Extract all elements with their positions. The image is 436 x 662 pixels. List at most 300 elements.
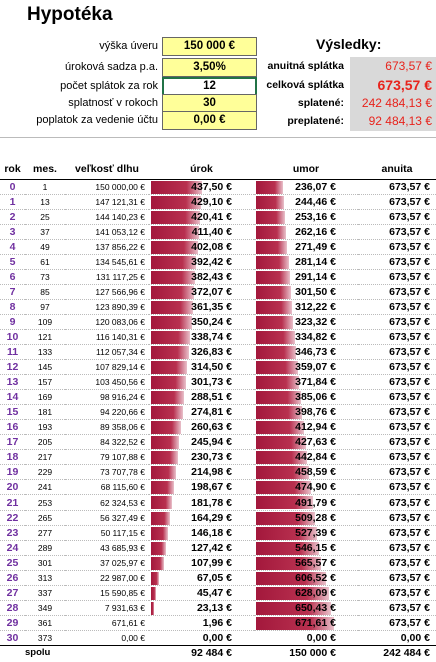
cell-interest[interactable]: [149, 345, 254, 360]
cell-interest[interactable]: [149, 495, 254, 510]
cell-annuity[interactable]: 673,57 €: [358, 269, 436, 284]
cell-month[interactable]: 313: [25, 570, 65, 585]
result-label-total-payment: celková splátka: [266, 79, 344, 91]
cell-interest[interactable]: [149, 390, 254, 405]
input-label-interest-rate: úroková sadza p.a.: [65, 61, 158, 73]
cell-annuity[interactable]: 673,57 €: [358, 450, 436, 465]
cell-annuity[interactable]: 673,57 €: [358, 465, 436, 480]
cell-principal[interactable]: [254, 405, 358, 420]
amortization-table: [0, 147, 436, 661]
principal-value: 527,39 €: [295, 526, 336, 539]
table-row: [0, 420, 436, 435]
cell-month[interactable]: 13: [25, 194, 65, 209]
interest-value: 181,78 €: [191, 496, 232, 509]
cell-interest[interactable]: [149, 585, 254, 600]
cell-debt[interactable]: 94 220,66 €: [65, 405, 149, 420]
table-row: [0, 239, 436, 254]
principal-value: 606,52 €: [295, 571, 336, 584]
cell-interest[interactable]: [149, 194, 254, 209]
table-row: [0, 480, 436, 495]
cell-month[interactable]: 337: [25, 585, 65, 600]
principal-value: 312,22 €: [295, 300, 336, 313]
cell-month[interactable]: 277: [25, 525, 65, 540]
cell-year[interactable]: 25: [0, 555, 25, 570]
cell-principal[interactable]: [254, 284, 358, 299]
cell-debt[interactable]: 0,00 €: [65, 630, 149, 645]
input-label-years: splatnosť v rokoch: [68, 97, 158, 109]
cell-interest[interactable]: [149, 555, 254, 570]
table-row: [0, 465, 436, 480]
cell-year[interactable]: 21: [0, 495, 25, 510]
result-annuity-value[interactable]: 673,57 €: [350, 57, 436, 76]
cell-month[interactable]: 241: [25, 480, 65, 495]
cell-debt[interactable]: 120 083,06 €: [65, 314, 149, 329]
interest-value: 392,42 €: [191, 255, 232, 268]
interest-value: 274,81 €: [191, 406, 232, 419]
cell-debt[interactable]: 144 140,23 €: [65, 209, 149, 224]
cell-interest[interactable]: [149, 540, 254, 555]
cell-month[interactable]: 73: [25, 269, 65, 284]
cell-principal[interactable]: [254, 329, 358, 344]
cell-principal[interactable]: [254, 420, 358, 435]
cell-debt[interactable]: 84 322,52 €: [65, 435, 149, 450]
cell-annuity[interactable]: 673,57 €: [358, 224, 436, 239]
interest-value: 1,96 €: [202, 616, 232, 629]
table-row: [0, 194, 436, 209]
cell-principal[interactable]: [254, 570, 358, 585]
cell-annuity[interactable]: 673,57 €: [358, 360, 436, 375]
interest-value: 420,41 €: [191, 210, 232, 223]
section-divider: [0, 137, 436, 138]
interest-value: 288,51 €: [191, 391, 232, 404]
table-row: [0, 555, 436, 570]
cell-annuity[interactable]: 673,57 €: [358, 254, 436, 269]
sum-label: spolu: [25, 645, 65, 660]
cell-annuity[interactable]: 673,57 €: [358, 615, 436, 630]
cell-year[interactable]: 6: [0, 269, 25, 284]
cell-annuity[interactable]: 673,57 €: [358, 495, 436, 510]
cell-year[interactable]: 22: [0, 510, 25, 525]
cell-month[interactable]: 25: [25, 209, 65, 224]
cell-interest[interactable]: [149, 360, 254, 375]
loan-amount-cell[interactable]: 150 000 €: [162, 37, 257, 56]
cell-interest[interactable]: [149, 179, 254, 194]
cell-principal[interactable]: [254, 269, 358, 284]
principal-value: 412,94 €: [295, 421, 336, 434]
cell-principal[interactable]: [254, 495, 358, 510]
cell-year[interactable]: 13: [0, 375, 25, 390]
cell-year[interactable]: 23: [0, 525, 25, 540]
cell-debt[interactable]: 137 856,22 €: [65, 239, 149, 254]
cell-interest[interactable]: [149, 314, 254, 329]
cell-interest[interactable]: [149, 299, 254, 314]
cell-interest[interactable]: [149, 435, 254, 450]
cell-interest[interactable]: [149, 510, 254, 525]
principal-value: 334,82 €: [295, 330, 336, 343]
cell-month[interactable]: 97: [25, 299, 65, 314]
interest-rate-cell[interactable]: 3,50%: [162, 58, 257, 77]
interest-value: 127,42 €: [191, 541, 232, 554]
table-row: [0, 390, 436, 405]
cell-annuity[interactable]: 673,57 €: [358, 570, 436, 585]
interest-value: 164,29 €: [191, 511, 232, 524]
cell-month[interactable]: 361: [25, 615, 65, 630]
cell-month[interactable]: 121: [25, 329, 65, 344]
cell-interest[interactable]: [149, 209, 254, 224]
cell-year[interactable]: 9: [0, 314, 25, 329]
cell-month[interactable]: 229: [25, 465, 65, 480]
table-row: [0, 360, 436, 375]
cell-annuity[interactable]: 673,57 €: [358, 239, 436, 254]
cell-annuity[interactable]: 673,57 €: [358, 525, 436, 540]
table-row: [0, 450, 436, 465]
cell-month[interactable]: 217: [25, 450, 65, 465]
result-overpaid-value[interactable]: 92 484,13 €: [350, 112, 436, 131]
interest-value: 23,13 €: [196, 601, 232, 614]
cell-year[interactable]: 18: [0, 450, 25, 465]
col-header-month: mes.: [25, 147, 65, 179]
sheet-title: Hypotéka: [27, 4, 113, 25]
cell-principal[interactable]: [254, 435, 358, 450]
cell-month[interactable]: 181: [25, 405, 65, 420]
cell-annuity[interactable]: 673,57 €: [358, 194, 436, 209]
table-row: [0, 510, 436, 525]
cell-interest[interactable]: [149, 420, 254, 435]
cell-interest[interactable]: [149, 525, 254, 540]
cell-debt[interactable]: 37 025,97 €: [65, 555, 149, 570]
principal-value: 650,43 €: [295, 601, 336, 614]
interest-value: 372,07 €: [191, 285, 232, 298]
col-header-year: rok: [0, 147, 25, 179]
cell-year[interactable]: 17: [0, 435, 25, 450]
cell-month[interactable]: 265: [25, 510, 65, 525]
interest-value: 402,08 €: [191, 240, 232, 253]
cell-principal[interactable]: [254, 480, 358, 495]
principal-value: 491,79 €: [295, 496, 336, 509]
cell-debt[interactable]: 103 450,56 €: [65, 375, 149, 390]
cell-debt[interactable]: 112 057,34 €: [65, 345, 149, 360]
cell-annuity[interactable]: 673,57 €: [358, 435, 436, 450]
interest-value: 107,99 €: [191, 556, 232, 569]
cell-principal[interactable]: [254, 615, 358, 630]
cell-year[interactable]: 10: [0, 329, 25, 344]
cell-annuity[interactable]: 673,57 €: [358, 375, 436, 390]
cell-debt[interactable]: 147 121,31 €: [65, 194, 149, 209]
cell-principal[interactable]: [254, 555, 358, 570]
cell-annuity[interactable]: 673,57 €: [358, 480, 436, 495]
cell-year[interactable]: 7: [0, 284, 25, 299]
cell-principal[interactable]: [254, 345, 358, 360]
cell-debt[interactable]: 7 931,63 €: [65, 600, 149, 615]
cell-year[interactable]: 11: [0, 345, 25, 360]
cell-principal[interactable]: [254, 585, 358, 600]
cell-annuity[interactable]: 673,57 €: [358, 299, 436, 314]
table-row: [0, 435, 436, 450]
interest-value: 411,40 €: [191, 225, 232, 238]
cell-year[interactable]: 15: [0, 405, 25, 420]
principal-value: 323,32 €: [295, 315, 336, 328]
interest-value: 338,74 €: [191, 330, 232, 343]
table-row: [0, 209, 436, 224]
cell-year[interactable]: 12: [0, 360, 25, 375]
cell-year[interactable]: 4: [0, 239, 25, 254]
principal-value: 442,84 €: [295, 451, 336, 464]
cell-year[interactable]: 19: [0, 465, 25, 480]
table-row: [0, 254, 436, 269]
cell-principal[interactable]: [254, 390, 358, 405]
principal-value: 458,59 €: [295, 466, 336, 479]
cell-month[interactable]: 37: [25, 224, 65, 239]
cell-annuity[interactable]: 673,57 €: [358, 555, 436, 570]
years-cell[interactable]: 30: [162, 94, 257, 113]
table-row: [0, 495, 436, 510]
principal-value: 291,14 €: [295, 270, 336, 283]
cell-debt[interactable]: 62 324,53 €: [65, 495, 149, 510]
cell-month[interactable]: 169: [25, 390, 65, 405]
sum-principal[interactable]: 150 000 €: [254, 645, 358, 660]
cell-year[interactable]: 27: [0, 585, 25, 600]
account-fee-cell[interactable]: 0,00 €: [162, 111, 257, 130]
cell-principal[interactable]: [254, 209, 358, 224]
sum-annuity[interactable]: 242 484 €: [358, 645, 436, 660]
cell-debt[interactable]: 79 107,88 €: [65, 450, 149, 465]
principal-value: 427,63 €: [295, 436, 336, 449]
interest-value: 437,50 €: [191, 180, 232, 193]
cell-debt[interactable]: 98 916,24 €: [65, 390, 149, 405]
cell-debt[interactable]: 116 140,31 €: [65, 329, 149, 344]
cell-year[interactable]: 24: [0, 540, 25, 555]
cell-debt[interactable]: 134 545,61 €: [65, 254, 149, 269]
interest-value: 301,73 €: [191, 376, 232, 389]
table-body: [0, 179, 436, 645]
cell-annuity[interactable]: 673,57 €: [358, 540, 436, 555]
principal-value: 474,90 €: [295, 481, 336, 494]
result-label-annuity: anuitná splátka: [267, 60, 344, 72]
table-row: [0, 284, 436, 299]
table-row: [0, 540, 436, 555]
cell-annuity[interactable]: 0,00 €: [358, 630, 436, 645]
cell-debt[interactable]: 123 890,39 €: [65, 299, 149, 314]
cell-annuity[interactable]: 673,57 €: [358, 390, 436, 405]
cell-month[interactable]: 157: [25, 375, 65, 390]
cell-year[interactable]: 26: [0, 570, 25, 585]
cell-interest[interactable]: [149, 269, 254, 284]
cell-year[interactable]: 16: [0, 420, 25, 435]
cell-principal[interactable]: [254, 179, 358, 194]
cell-annuity[interactable]: 673,57 €: [358, 345, 436, 360]
cell-annuity[interactable]: 673,57 €: [358, 329, 436, 344]
cell-year[interactable]: 5: [0, 254, 25, 269]
cell-month[interactable]: 349: [25, 600, 65, 615]
cell-month[interactable]: 193: [25, 420, 65, 435]
cell-month[interactable]: 61: [25, 254, 65, 269]
principal-value: 346,73 €: [295, 346, 336, 359]
cell-debt[interactable]: 671,61 €: [65, 615, 149, 630]
cell-month[interactable]: 133: [25, 345, 65, 360]
principal-value: 398,76 €: [295, 406, 336, 419]
cell-interest[interactable]: [149, 630, 254, 645]
cell-debt[interactable]: 127 566,96 €: [65, 284, 149, 299]
principal-value: 301,50 €: [295, 285, 336, 298]
cell-interest[interactable]: [149, 284, 254, 299]
cell-month[interactable]: 205: [25, 435, 65, 450]
cell-month[interactable]: 301: [25, 555, 65, 570]
result-total-payment-value[interactable]: 673,57 €: [350, 76, 436, 95]
cell-debt[interactable]: 89 358,06 €: [65, 420, 149, 435]
table-row: [0, 269, 436, 284]
cell-debt[interactable]: 68 115,60 €: [65, 480, 149, 495]
cell-principal[interactable]: [254, 540, 358, 555]
table-row: [0, 570, 436, 585]
principal-value: 359,07 €: [295, 361, 336, 374]
interest-value: 198,67 €: [191, 481, 232, 494]
principal-value: 281,14 €: [295, 255, 336, 268]
cell-principal[interactable]: [254, 239, 358, 254]
cell-debt[interactable]: 22 987,00 €: [65, 570, 149, 585]
cell-month[interactable]: 49: [25, 239, 65, 254]
table-row: [0, 615, 436, 630]
cell-annuity[interactable]: 673,57 €: [358, 209, 436, 224]
cell-year[interactable]: 14: [0, 390, 25, 405]
cell-interest[interactable]: [149, 224, 254, 239]
cell-interest[interactable]: [149, 405, 254, 420]
cell-principal[interactable]: [254, 360, 358, 375]
cell-principal[interactable]: [254, 375, 358, 390]
col-header-principal: umor: [254, 147, 358, 179]
cell-principal[interactable]: [254, 314, 358, 329]
cell-year[interactable]: 0: [0, 179, 25, 194]
table-row: [0, 179, 436, 194]
principal-value: 271,49 €: [295, 240, 336, 253]
cell-interest[interactable]: [149, 329, 254, 344]
interest-value: 361,35 €: [191, 300, 232, 313]
col-header-debt: veľkosť dlhu: [65, 147, 149, 179]
results-title: Výsledky:: [316, 36, 382, 52]
input-label-account-fee: poplatok za vedenie účtu: [36, 114, 158, 126]
cell-interest[interactable]: [149, 600, 254, 615]
result-paid-value[interactable]: 242 484,13 €: [350, 94, 436, 113]
cell-principal[interactable]: [254, 254, 358, 269]
cell-debt[interactable]: 15 590,85 €: [65, 585, 149, 600]
interest-value: 146,18 €: [191, 526, 232, 539]
cell-debt[interactable]: 50 117,15 €: [65, 525, 149, 540]
cell-interest[interactable]: [149, 450, 254, 465]
cell-principal[interactable]: [254, 450, 358, 465]
cell-principal[interactable]: [254, 630, 358, 645]
cell-principal[interactable]: [254, 224, 358, 239]
cell-principal[interactable]: [254, 194, 358, 209]
cell-month[interactable]: 289: [25, 540, 65, 555]
cell-month[interactable]: 373: [25, 630, 65, 645]
cell-debt[interactable]: 150 000,00 €: [65, 179, 149, 194]
cell-interest[interactable]: [149, 480, 254, 495]
cell-annuity[interactable]: 673,57 €: [358, 284, 436, 299]
cell-month[interactable]: 253: [25, 495, 65, 510]
cell-interest[interactable]: [149, 254, 254, 269]
cell-year[interactable]: 8: [0, 299, 25, 314]
result-label-overpaid: preplatené:: [287, 115, 344, 127]
principal-value: 628,09 €: [295, 586, 336, 599]
cell-annuity[interactable]: 673,57 €: [358, 405, 436, 420]
cell-annuity[interactable]: 673,57 €: [358, 314, 436, 329]
cell-debt[interactable]: 73 707,78 €: [65, 465, 149, 480]
cell-year[interactable]: 3: [0, 224, 25, 239]
interest-value: 429,10 €: [191, 195, 232, 208]
cell-debt[interactable]: 131 117,25 €: [65, 269, 149, 284]
table-row: [0, 630, 436, 645]
result-label-paid: splatené:: [297, 97, 344, 109]
cell-interest[interactable]: [149, 375, 254, 390]
cell-year[interactable]: 28: [0, 600, 25, 615]
principal-value: 236,07 €: [295, 180, 336, 193]
interest-value: 0,00 €: [202, 631, 232, 644]
interest-value: 350,24 €: [191, 315, 232, 328]
interest-value: 382,43 €: [191, 270, 232, 283]
table-row: [0, 585, 436, 600]
cell-principal[interactable]: [254, 600, 358, 615]
cell-debt[interactable]: 141 053,12 €: [65, 224, 149, 239]
table-row: [0, 600, 436, 615]
interest-value: 45,47 €: [196, 586, 232, 599]
interest-value: 214,98 €: [191, 466, 232, 479]
cell-principal[interactable]: [254, 510, 358, 525]
cell-month[interactable]: 145: [25, 360, 65, 375]
interest-value: 230,73 €: [191, 451, 232, 464]
sum-row: [0, 645, 436, 660]
cell-year[interactable]: 20: [0, 480, 25, 495]
cell-month[interactable]: 85: [25, 284, 65, 299]
principal-value: 253,16 €: [295, 210, 336, 223]
cell-annuity[interactable]: 673,57 €: [358, 585, 436, 600]
interest-value: 245,94 €: [191, 436, 232, 449]
principal-value: 0,00 €: [306, 631, 336, 644]
principal-value: 509,28 €: [295, 511, 336, 524]
interest-value: 326,83 €: [191, 346, 232, 359]
cell-interest[interactable]: [149, 570, 254, 585]
cell-interest[interactable]: [149, 615, 254, 630]
cell-interest[interactable]: [149, 465, 254, 480]
cell-interest[interactable]: [149, 239, 254, 254]
cell-annuity[interactable]: 673,57 €: [358, 420, 436, 435]
table-row: [0, 329, 436, 344]
table-row: [0, 375, 436, 390]
cell-year[interactable]: 2: [0, 209, 25, 224]
table-row: [0, 224, 436, 239]
interest-value: 260,63 €: [191, 421, 232, 434]
cell-debt[interactable]: 56 327,49 €: [65, 510, 149, 525]
principal-value: 671,61 €: [295, 616, 336, 629]
cell-year[interactable]: 1: [0, 194, 25, 209]
col-header-interest: úrok: [149, 147, 254, 179]
cell-principal[interactable]: [254, 465, 358, 480]
cell-annuity[interactable]: 673,57 €: [358, 179, 436, 194]
cell-annuity[interactable]: 673,57 €: [358, 510, 436, 525]
sum-interest[interactable]: 92 484 €: [149, 645, 254, 660]
cell-month[interactable]: 109: [25, 314, 65, 329]
cell-debt[interactable]: 107 829,14 €: [65, 360, 149, 375]
principal-value: 244,46 €: [295, 195, 336, 208]
cell-year[interactable]: 29: [0, 615, 25, 630]
cell-principal[interactable]: [254, 299, 358, 314]
table-row: [0, 405, 436, 420]
cell-debt[interactable]: 43 685,93 €: [65, 540, 149, 555]
cell-principal[interactable]: [254, 525, 358, 540]
principal-value: 546,15 €: [295, 541, 336, 554]
cell-month[interactable]: 1: [25, 179, 65, 194]
cell-annuity[interactable]: 673,57 €: [358, 600, 436, 615]
payments-per-year-cell[interactable]: 12: [162, 77, 257, 96]
cell-year[interactable]: 30: [0, 630, 25, 645]
